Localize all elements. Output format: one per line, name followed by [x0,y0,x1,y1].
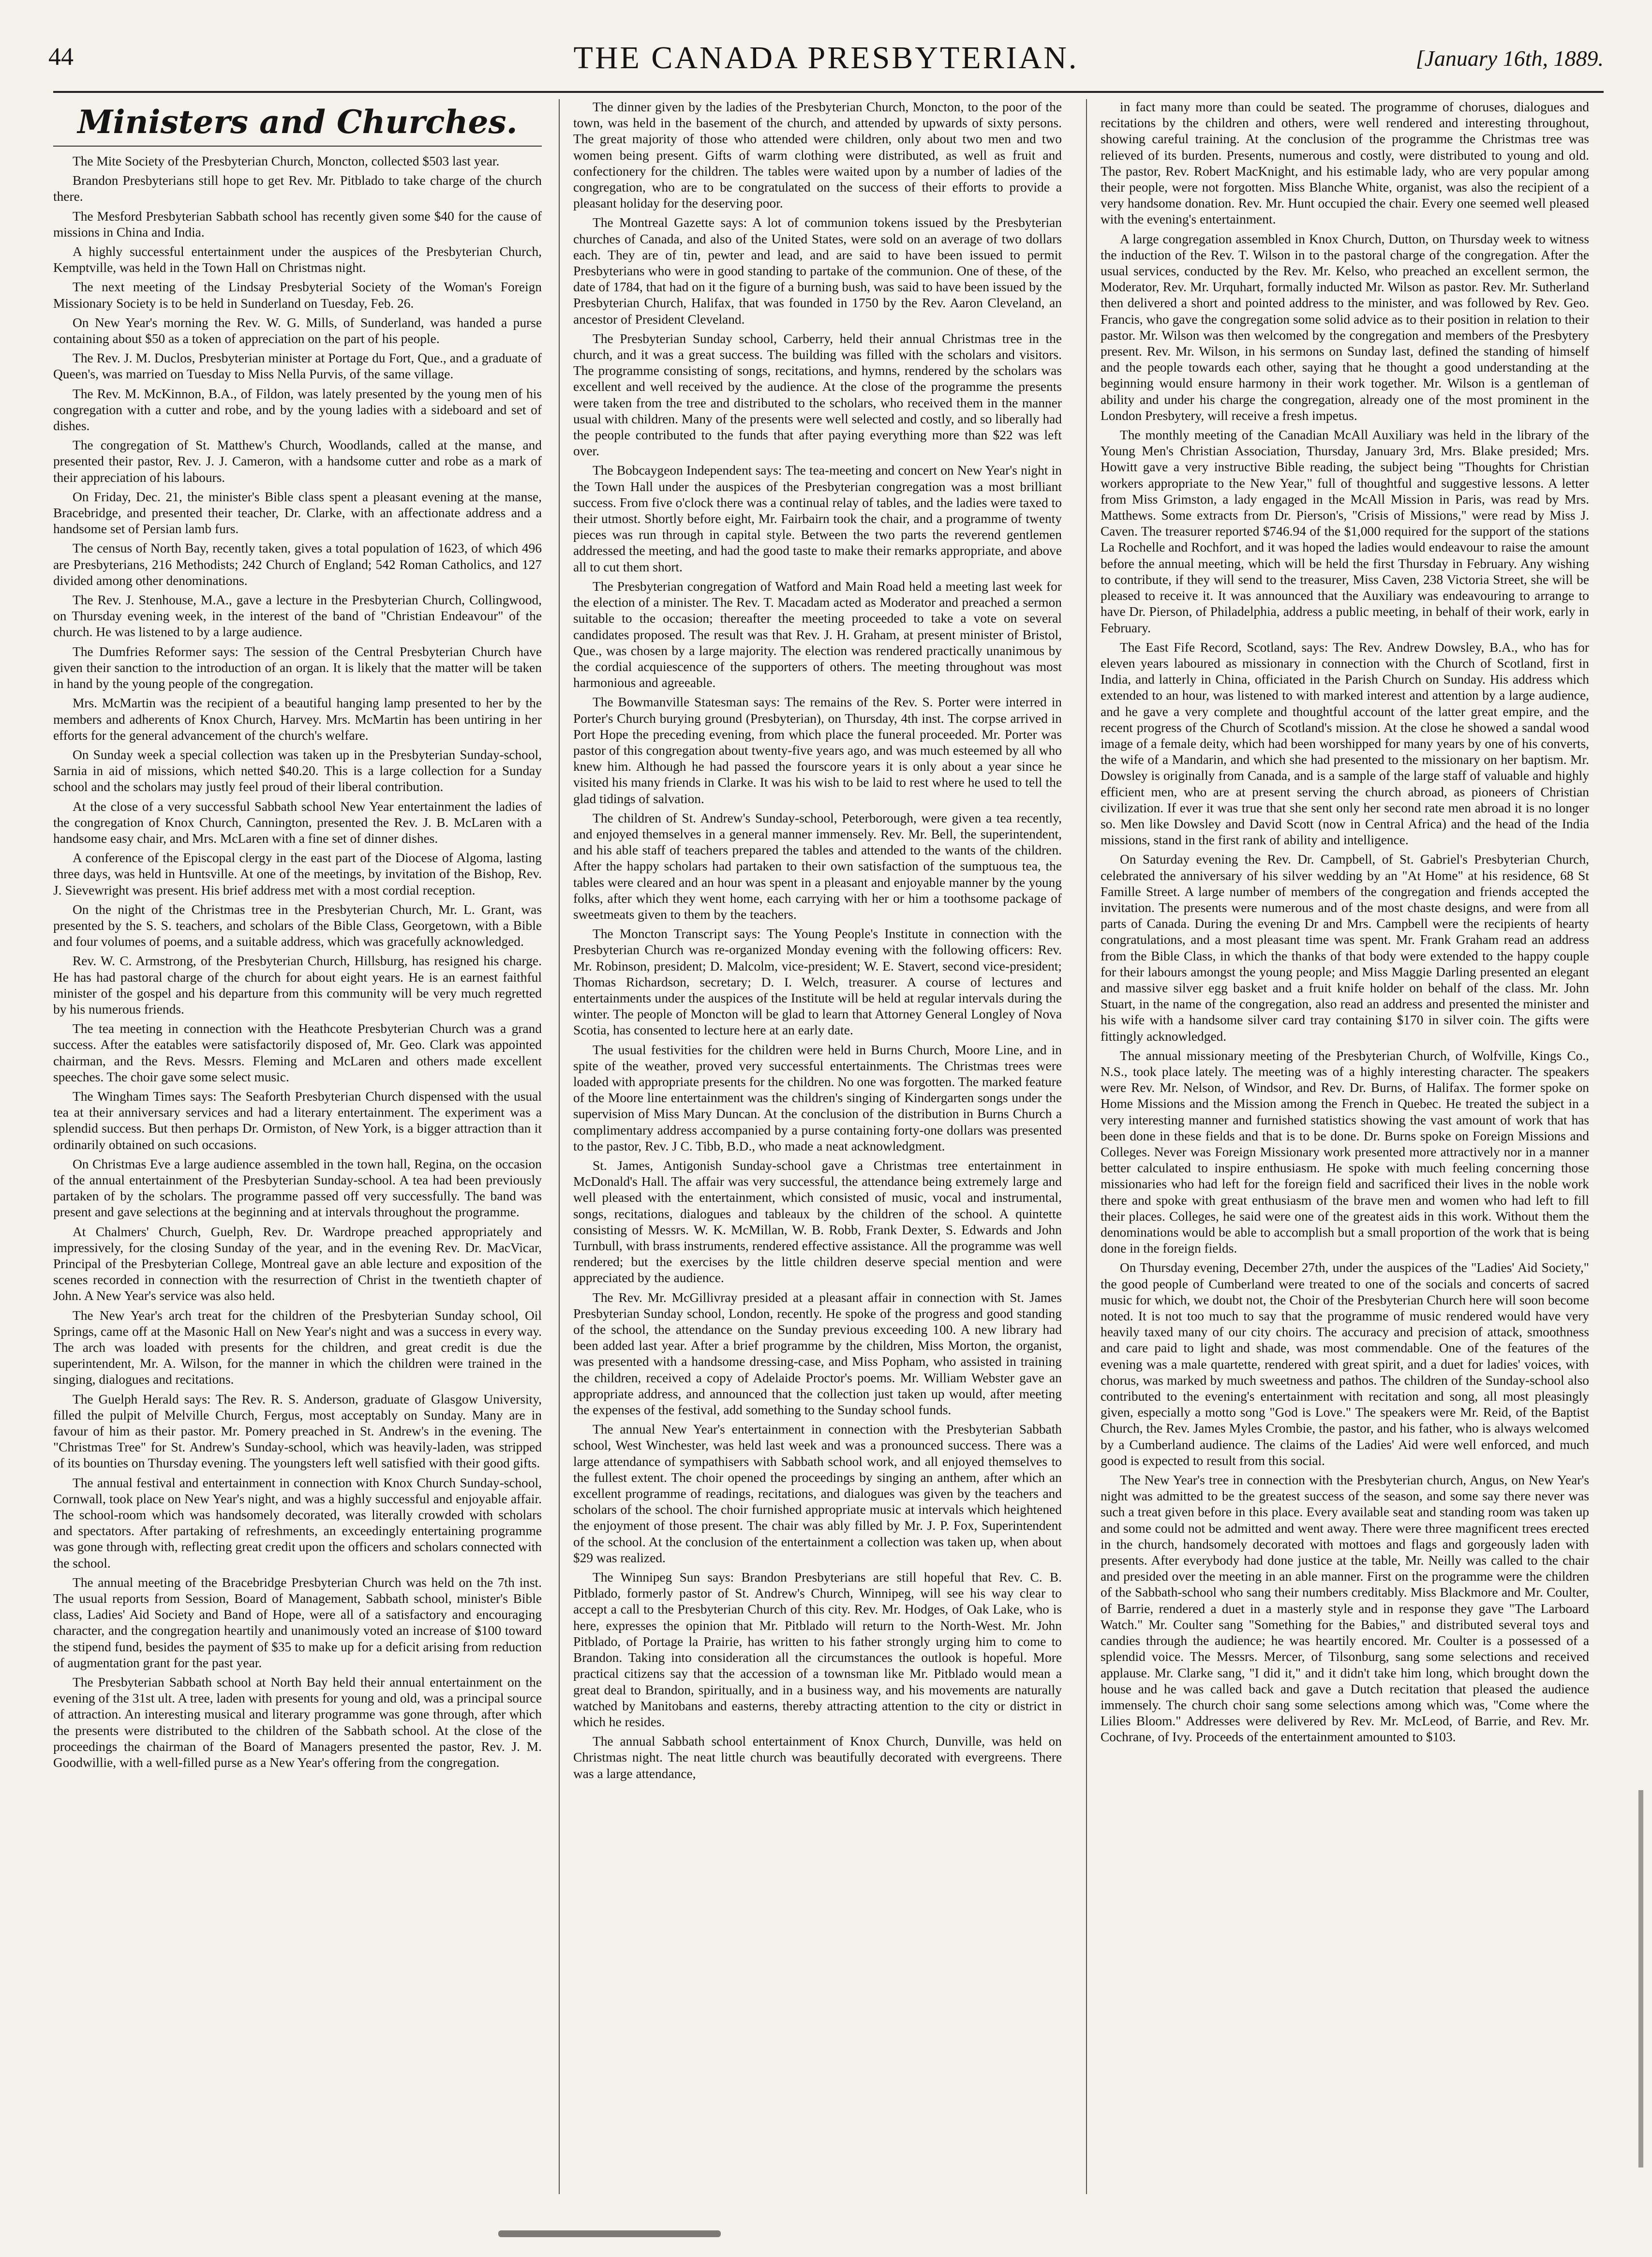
news-item: The congregation of St. Matthew's Church, Woodlands, called at the manse, and presented their pastor, Rev. J. J. Cameron, with a handsome cutter and robe as a mark of their appreciation of his labours. [53,438,542,485]
news-item: The Presbyterian Sabbath school at North Bay held their annual entertainment on the evening of the 31st ult. A tree, laden with presents for young and old, was a principal source of attraction. An interesting musical and literary programme was gone through, after which the presents were distributed to the children of the Sabbath school. At the close of the proceedings the chairman of the Board of Managers presented the pastor, Rev. J. M. Goodwillie, with a well-filled purse as a New Year's offering from the congregation. [53,1675,542,1770]
publication-title: THE CANADA PRESBYTERIAN. [573,40,1079,75]
news-item: A large congregation assembled in Knox Church, Dutton, on Thursday week to witness the induction of the Rev. T. Wilson in to the pastoral charge of the congregation. After the usual services, conducted by the Rev. Mr. Kelso, who preached an excellent sermon, the Moderator, Rev. Mr. Urquhart, formally inducted Mr. Wilson as pastor. Rev. Mr. Sutherland then delivered a short and pointed address to the minister, and was followed by Rev. Geo. Francis, who gave the congregation some solid advice as to their position in relation to their pastor. Mr. Wilson was then welcomed by the congregation and members of the Presbytery present. Rev. Mr. Wilson, in his sermons on Sunday last, defined the standing of himself and the people towards each other, saying that he thought a good understanding at the beginning would ensure harmony in their work together. Mr. Wilson is a gentleman of ability and under his charge the congregation, already one of the most prominent in the London Presbytery, will receive a fresh impetus. [1101,231,1589,423]
news-item: St. James, Antigonish Sunday-school gave a Christmas tree entertainment in McDonald's Hall. The affair was very successful, the attendance being extremely large and well pleased with the entertainment, which consisted of music, vocal and instrumental, songs, recitations, dialogues and tableaux by the children of the school. A quintette consisting of Messrs. W. K. McMillan, W. B. Robb, Frank Dexter, S. Edwards and John Turnbull, with brass instruments, rendered effective assistance. All the programme was well rendered; but the exercises by the little children deserve special mention and were appreciated by the audience. [573,1158,1062,1285]
column-2-body [573,99,1062,1782]
news-item: The Montreal Gazette says: A lot of communion tokens issued by the Presbyterian churches of Canada, and also of the United States, were sold on an average of two dollars each. They are of tin, pewter and lead, and are said to have been issued to permit Presbyterians who were in good standing to partake of the communion. One of these, of the date of 1784, that had on it the figure of a burning bush, was said to have been issued by the Presbyterian Church, Halifax, that was founded in 1750 by the Rev. Aaron Cleveland, an ancestor of President Cleveland. [573,215,1062,327]
column-3 [1101,99,1589,2194]
news-item: The dinner given by the ladies of the Presbyterian Church, Moncton, to the poor of the town, was held in the basement of the church, and attended by upwards of sixty persons. The great majority of those who attended were children, only about two men and two women being present. Gifts of warm clothing were distributed, as well as fruit and confectionery for the children. The tables were waited upon by a number of ladies of the congregation, who are to be congratulated on the success of their efforts to provide a pleasant holiday for the deserving poor. [573,100,1062,211]
news-item: Mrs. McMartin was the recipient of a beautiful hanging lamp presented to her by the members and adherents of Knox Church, Harvey. Mrs. McMartin has been untiring in her efforts for the general advancement of the church's welfare. [53,696,542,743]
column-3-body [1101,99,1589,1746]
column-1 [53,99,542,2194]
news-item: The annual Sabbath school entertainment of Knox Church, Dunville, was held on Christmas night. The neat little church was beautifully decorated with evergreens. There was a large attendance, [573,1734,1062,1781]
section-title: Ministers and Churches. [77,103,518,141]
news-item: On New Year's morning the Rev. W. G. Mills, of Sunderland, was handed a purse containing about $50 as a token of appreciation on the part of his people. [53,315,542,346]
column-1-body [53,153,542,1771]
page-number: 44 [48,43,74,71]
issue-date: [January 16th, 1889. [1415,46,1604,71]
news-item: A highly successful entertainment under the auspices of the Presbyterian Church, Kemptville, was held in the Town Hall on Christmas night. [53,244,542,275]
news-item: in fact many more than could be seated. The programme of choruses, dialogues and recitations by the children and others, were well rendered and interesting throughout, showing careful training. At the conclusion of the programme the Christmas tree was relieved of its burden. Presents, numerous and costly, were distributed to young and old. The pastor, Rev. Robert MacKnight, and his estimable lady, who are very popular among their people, were not forgotten. Miss Blanche White, organist, was also the recipient of a very handsome donation. Rev. Mr. Hunt occupied the chair. Every one seemed well pleased with the evening's entertainment. [1101,100,1589,227]
news-item: The Mesford Presbyterian Sabbath school has recently given some $40 for the cause of missions in China and India. [53,209,542,239]
news-item: At the close of a very successful Sabbath school New Year entertainment the ladies of the congregation of Knox Church, Cannington, presented the Rev. J. B. McLaren with a handsome easy chair, and Mrs. McLaren with a fine set of dinner dishes. [53,799,542,846]
news-item: On Christmas Eve a large audience assembled in the town hall, Regina, on the occasion of the annual entertainment of the Presbyterian Sunday-school. A tea had been previously partaken of by the scholars. The programme passed off very successfully. The band was present and gave selections at the beginning and at intervals throughout the programme. [53,1156,542,1220]
section-rule [53,146,542,147]
news-item: The census of North Bay, recently taken, gives a total population of 1623, of which 496 are Presbyterians, 216 Methodists; 242 Church of England; 542 Roman Catholics, and 127 divided among other denominations. [53,541,542,588]
news-item: The Wingham Times says: The Seaforth Presbyterian Church dispensed with the usual tea at their anniversary services and had a literary entertainment. The experiment was a splendid success. But then perhaps Dr. Ormiston, of New York, is a bigger attraction than it ordinarily obtained on such occasions. [53,1089,542,1152]
news-item: The Moncton Transcript says: The Young People's Institute in connection with the Presbyterian Church was re-organized Monday evening with the following officers: Rev. Mr. Robinson, president; D. Malcolm, vice-president; W. E. Stavert, second vice-president; Thomas Richardson, secretary; D. I. Welch, treasurer. A course of lectures and entertainments under the auspices of the Institute will be held at regular intervals during the winter. The people of Moncton will be glad to learn that Attorney General Longley of Nova Scotia, has consented to lecture here at an early date. [573,927,1062,1038]
news-item: The Presbyterian congregation of Watford and Main Road held a meeting last week for the election of a minister. The Rev. T. Macadam acted as Moderator and preached a sermon suitable to the occasion; thereafter the meeting proceeded to take a vote on several candidates proposed. The result was that Rev. J. H. Graham, at present minister of Bristol, Que., was chosen by a large majority. The election was rendered practically unanimous by the cordial acquiescence of the supporters of others. The meeting throughout was most harmonious and agreeable. [573,579,1062,690]
news-item: The Rev. M. McKinnon, B.A., of Fildon, was lately presented by the young men of his congregation with a cutter and robe, and by the young ladies with a sideboard and set of dishes. [53,386,542,433]
news-item: A conference of the Episcopal clergy in the east part of the Diocese of Algoma, lasting three days, was held in Huntsville. At one of the meetings, by invitation of the Bishop, Rev. J. Sievewright was present. His brief address met with a most cordial reception. [53,851,542,897]
news-item: The annual New Year's entertainment in connection with the Presbyterian Sabbath school, West Winchester, was held last week and was a pronounced success. There was a large attendance of sympathisers with Sabbath school work, and all enjoyed themselves to the fullest extent. The choir opened the proceedings by singing an anthem, after which an excellent programme of readings, recitations, and dialogues was given by the teachers and scholars of the school. The choir furnished appropriate music at intervals which heightened the enjoyment of those present. The chair was ably filled by Mr. J. P. Fox, Superintendent of the school. At the conclusion of the entertainment a collection was taken up, when about $29 was realized. [573,1422,1062,1565]
page-header [48,29,1604,87]
news-item: On Thursday evening, December 27th, under the auspices of the "Ladies' Aid Society," the good people of Cumberland were treated to one of the socials and concerts of sacred music for which, we doubt not, the Choir of the Presbyterian Church here will soon become noted. It is not too much to say that the programme of music rendered would have very heavily taxed many of our city choirs. The accuracy and precision of attack, smoothness and care paid to light and shade, was most commendable. One of the features of the evening was a male quartette, rendered with great spirit, and a duet for ladies' voices, with chorus, was marked by much sweetness and pathos. The children of the Sunday-school also contributed to the evening's entertainment with recitation and song, all most pleasingly given, especially a motto song "God is Love." The speakers were Mr. Reid, of the Baptist Church, the Rev. James Myles Crombie, the pastor, and his father, who is always welcomed by a Cumberland audience. The claims of the Ladies' Aid were well enforced, and much good is expected to result from this social. [1101,1260,1589,1468]
news-item: On the night of the Christmas tree in the Presbyterian Church, Mr. L. Grant, was presented by the S. S. teachers, and scholars of the Bible Class, Georgetown, with a Bible and four volumes of poems, and a suitable address, which was gracefully acknowledged. [53,902,542,949]
header-rule [53,91,1604,93]
news-item: Rev. W. C. Armstrong, of the Presbyterian Church, Hillsburg, has resigned his charge. He has had pastoral charge of the church for about eight years. He is an earnest faithful minister of the gospel and his departure from this community will be very much regretted by his numerous friends. [53,954,542,1016]
news-item: The East Fife Record, Scotland, says: The Rev. Andrew Dowsley, B.A., who has for eleven years laboured as missionary in connection with the Church of Scotland, first in India, and latterly in China, officiated in the Parish Church on Sunday. His address which extended to an hour, was listened to with marked interest and attention by a large audience, and he gave a very complete and thoughtful account of the latter great empire, and the recent progress of the Church of Scotland's mission. At the close he showed a sandal wood image of a female deity, which had been worshipped for many years by one of his converts, the wife of a Mandarin, and which she had presented to the missionary on her baptism. Mr. Dowsley is originally from Canada, and is a sample of the large staff of valuable and highly efficient men, who are at present serving the church abroad, as pioneers of Christian civilization. If ever it was true that she sent only her second rate men abroad it is no longer so. Men like Dowsley and David Scott (now in Central Africa) and the head of the India missions, stand in the first rank of ability and intelligence. [1101,640,1589,848]
news-item: On Sunday week a special collection was taken up in the Presbyterian Sunday-school, Sarnia in aid of missions, which netted $40.20. This is a large collection for a Sunday school and the scholars may justly feel proud of their liberal contribution. [53,747,542,794]
scan-edge-mark [1638,1790,1643,2167]
news-item: The Bobcaygeon Independent says: The tea-meeting and concert on New Year's night in the Town Hall under the auspices of the Presbyterian congregation was a most brilliant success. From five o'clock there was a continual relay of tables, and the ladies were taxed to their utmost. Shortly before eight, Mr. Fairbairn took the chair, and a programme of twenty pieces was run through in capital style. Between the two parts the reverend gentlemen addressed the meeting, and had the good taste to make their remarks appropriate, and above all to cut them short. [573,463,1062,574]
news-item: The Dumfries Reformer says: The session of the Central Presbyterian Church have given their sanction to the introduction of an organ. It is likely that the matter will be taken in hand by the young people of the congregation. [53,644,542,691]
news-item: The Rev. J. M. Duclos, Presbyterian minister at Portage du Fort, Que., and a graduate of Queen's, was married on Tuesday to Miss Nella Purvis, of the same village. [53,351,542,382]
news-item: The usual festivities for the children were held in Burns Church, Moore Line, and in spite of the weather, proved very successful entertainments. The Christmas trees were loaded with appropriate presents for the children. No one was forgotten. The marked feature of the Moore line entertainment was the children's singing of Kindergarten songs under the supervision of Miss Mary Duncan. At the conclusion of the distribution in Burns Church a complimentary address accompanied by a purse containing forty-one dollars was presented to the pastor, Rev. J C. Tibb, B.D., who made a neat acknowledgment. [573,1042,1062,1153]
news-item: The Rev. J. Stenhouse, M.A., gave a lecture in the Presbyterian Church, Collingwood, on Thursday evening week, in the interest of the band of "Christian Endeavour" of the church. He was listened to by a large audience. [53,593,542,640]
news-item: The Presbyterian Sunday school, Carberry, held their annual Christmas tree in the church, and it was a great success. The building was filled with the scholars and visitors. The programme consisting of songs, recitations, and hymns, rendered by the scholars was excellent and well received by the audience. At the close of the programme the presents were taken from the tree and distributed to the scholars, who received them in the manner usual with children. Many of the presents were well selected and costly, and so liberally had the people contributed to the funds that after paying everything more than $22 was left over. [573,331,1062,459]
news-item: On Friday, Dec. 21, the minister's Bible class spent a pleasant evening at the manse, Bracebridge, and presented their teacher, Dr. Clarke, with an affectionate address and a handsome set of Persian lamb furs. [53,489,542,537]
footer-rule [498,2230,721,2237]
news-item: The New Year's tree in connection with the Presbyterian church, Angus, on New Year's night was admitted to be the greatest success of the season, and some say there never was such a treat given before in this place. Every available seat and standing room was taken up and some could not be admitted and went away. There were three magnificent trees erected in the church, handsomely decorated with mottoes and flags and gorgeously laden with presents. After everybody had done justice at the table, Mr. Neilly was called to the chair and presided over the meeting in an able manner. First on the programme were the children of the Sabbath-school who sang their numbers creditably. Miss Blackmore and Mr. Coulter, of Barrie, rendered a duet in a masterly style and in response they gave "The Larboard Watch." Mr. Coulter sang "Something for the Babies," and distributed several toys and candies through the audience; he was heartily encored. Mr. Coulter is a possessed of a splendid voice. The Messrs. Mercer, of Tilsonburg, sang some selections and received applause. Mr. Clarke sang, "I did it," and it didn't take him long, which brought down the house and he was called back and gave a Dutch recitation that pleased the audience immensely. The church choir sang some selections among which was, "Come where the Lilies Bloom." Addresses were delivered by Rev. Mr. McLeod, of Barrie, and Rev. Mr. Cochrane, of Ivy. Proceeds of the entertainment amounted to $103. [1101,1473,1589,1745]
news-item: The Mite Society of the Presbyterian Church, Moncton, collected $503 last year. [73,154,500,168]
news-item: The annual missionary meeting of the Presbyterian Church, of Wolfville, Kings Co., N.S., took place lately. The meeting was of a highly interesting character. The speakers were Rev. Mr. Nelson, of Windsor, and Rev. Dr. Burns, of Halifax. The former spoke on Home Missions and the Mission among the French in Quebec. He treated the subject in a very interesting manner and furnished statistics showing the vast amount of work that has been done in these fields and that is to be done. Dr. Burns spoke on Foreign Missions and Colleges. Never was Foreign Missionary work presented more attractively nor in a manner better calculated to inspire enthusiasm. He spoke with much feeling concerning those missionaries who had left for the foreign field and sacrificed their lives in the noble work there and spoke with great enthusiasm of the brave men and women who had left to fill their places. Colleges, he said were one of the greatest aids in this work. Without them the denominations would be able to accomplish but a small proportion of the work that is being done in the foreign fields. [1101,1048,1589,1256]
news-item: The tea meeting in connection with the Heathcote Presbyterian Church was a grand success. After the eatables were satisfactorily disposed of, Mr. Geo. Clark was appointed chairman, and the Revs. Messrs. Fleming and McLaren and others made excellent speeches. The choir gave some select music. [53,1021,542,1084]
news-item: At Chalmers' Church, Guelph, Rev. Dr. Wardrope preached appropriately and impressively, for the closing Sunday of the year, and in the evening Rev. Dr. MacVicar, Principal of the Presbyterian College, Montreal gave an able lecture and exposition of the scenes recorded in connection with the resurrection of Christ in the twentieth chapter of John. A New Year's service was also held. [53,1224,542,1303]
news-item: The annual meeting of the Bracebridge Presbyterian Church was held on the 7th inst. The usual reports from Session, Board of Management, Sabbath school, minister's Bible class, Ladies' Aid Society and Band of Hope, were all of a satisfactory and encouraging character, and the congregation heartily and unanimously voted an increase of $100 toward the stipend fund, besides the payment of $35 to make up for a deficit arising from reduction of augmentation grant for the past year. [53,1575,542,1670]
news-item: The Winnipeg Sun says: Brandon Presbyterians are still hopeful that Rev. C. B. Pitblado, formerly pastor of St. Andrew's Church, Winnipeg, will see his way clear to accept a call to the Presbyterian Church of this city. Rev. Mr. Hodges, of Oak Lake, who is here, expresses the opinion that Mr. Pitblado will return to the North-West. Mr. John Pitblado, of Portage la Prairie, has written to his father strongly urging him to come to Brandon. Taking into consideration all the circumstances the outlook is hopeful. More practical citizens say that the accession of a townsman like Mr. Pitblado would mean a great deal to Brandon, spiritually, and in a business way, and his movements are naturally watched by Manitobans and easterns, thereby attracting attention to the city or district in which he resides. [573,1570,1062,1729]
column-divider [1086,99,1087,2194]
column-2 [573,99,1062,2194]
news-item: The children of St. Andrew's Sunday-school, Peterborough, were given a tea recently, and enjoyed themselves in a general manner immensely. Rev. Mr. Bell, the superintendent, and his able staff of teachers prepared the tables and attended to the wants of the children. After the happy scholars had partaken to their own satisfaction of the sumptuous tea, the tables were cleared and an hour was spent in a pleasant and enjoyable manner by the young folks, after which they went home, each carrying with her or him a toothsome package of sweetmeats given to them by the teachers. [573,810,1062,922]
news-item: Brandon Presbyterians still hope to get Rev. Mr. Pitblado to take charge of the church there. [53,173,542,204]
news-item: The New Year's arch treat for the children of the Presbyterian Sunday school, Oil Springs, came off at the Masonic Hall on New Year's night and was a success in every way. The arch was loaded with presents for the children, and great credit is due the superintendent, Mr. A. Wilson, for the manner in which the children were trained in the singing, dialogues and recitations. [53,1308,542,1387]
column-divider [559,99,560,2194]
news-item: The Bowmanville Statesman says: The remains of the Rev. S. Porter were interred in Porter's Church burying ground (Presbyterian), on Thursday, 4th inst. The corpse arrived in Port Hope the preceding evening, from which place the funeral proceeded. Mr. Porter was pastor of this congregation about twenty-five years ago, and was much esteemed by all who knew him. Although he had passed the fourscore years it is only about a year since he visited his many friends in Clarke. It was his wish to be laid to rest where he used to tell the glad tidings of salvation. [573,695,1062,806]
news-item: The next meeting of the Lindsay Presbyterial Society of the Woman's Foreign Missionary Society is to be held in Sunderland on Tuesday, Feb. 26. [53,280,542,311]
news-item: The monthly meeting of the Canadian McAll Auxiliary was held in the library of the Young Men's Christian Association, Thursday, January 3rd, Mrs. Blake presided; Mrs. Howitt gave a very instructive Bible reading, the subject being "Thoughts for Christian workers appropriate to the New Year," full of thoughtful and suggestive lessons. A letter from Miss Grimston, a lady engaged in the McAll Mission in Paris, was read by Mrs. Matthews. Some extracts from Dr. Pierson's, "Crisis of Missions," were read by Miss J. Caven. The treasurer reported $746.94 of the $1,000 required for the support of the stations La Rochelle and Rochfort, and it was hoped the ladies would endeavour to raise the amount before the annual meeting, which will be held the first Thursday in February. Any wishing to contribute, if they will send to the treasurer, Miss Caven, 238 Victoria Street, she will be pleased to receive it. It was announced that the Auxiliary was endeavouring to arrange to have Dr. Pierson, of Philadelphia, address a public meeting, in behalf of their work, early in February. [1101,428,1589,635]
news-item: The annual festival and entertainment in connection with Knox Church Sunday-school, Cornwall, took place on New Year's night, and was a highly successful and enjoyable affair. The school-room which was handsomely decorated, was literally crowded with scholars and spectators. After partaking of refreshments, an exceedingly entertaining programme was gone through with, reflecting great credit upon the officers and scholars connected with the school. [53,1475,542,1570]
news-item: The Guelph Herald says: The Rev. R. S. Anderson, graduate of Glasgow University, filled the pulpit of Melville Church, Fergus, most acceptably on Sunday. Many are in favour of him as their pastor. Mr. Pomery preached in St. Andrew's in the evening. The "Christmas Tree" for St. Andrew's Sunday-school, which was heavily-laden, was stripped of its bounties on Thursday evening. The youngsters left well satisfied with their good gifts. [53,1391,542,1471]
news-item: The Rev. Mr. McGillivray presided at a pleasant affair in connection with St. James Presbyterian Sunday school, London, recently. He spoke of the progress and good standing of the school, the attendance on the Sunday previous exceeding 100. A new library had been added last year. After a brief programme by the children, Miss Morton, the organist, was presented with a handsome dressing-case, and Miss Popham, who assisted in training the children, received a copy of Adelaide Proctor's poems. Mr. William Webster gave an appropriate address, and announced that the collection just taken up would, after meeting the expenses of the festival, add something to the Sunday school funds. [573,1290,1062,1418]
news-item: On Saturday evening the Rev. Dr. Campbell, of St. Gabriel's Presbyterian Church, celebrated the anniversary of his silver wedding by an "At Home" at his residence, 68 St Famille Street. A large number of members of the congregation and friends accepted the invitation. The presents were numerous and of the most chaste designs, and were from all parts of Canada. During the evening Dr and Mrs. Campbell were the recipients of hearty congratulations, and a most pleasant time was spent. Mr. Frank Graham read an address from the Bible Class, in which the thanks of that body were extended to the happy couple for their labours amongst the young people; and Miss Maggie Darling presented an elegant and massive silver egg basket and a fruit knife holder on behalf of the class. Mr. John Stuart, in the name of the congregation, also read an address and presented the minister and his wife with a handsome silver card tray containing $170 in silver coin. The gifts were fittingly acknowledged. [1101,852,1589,1044]
